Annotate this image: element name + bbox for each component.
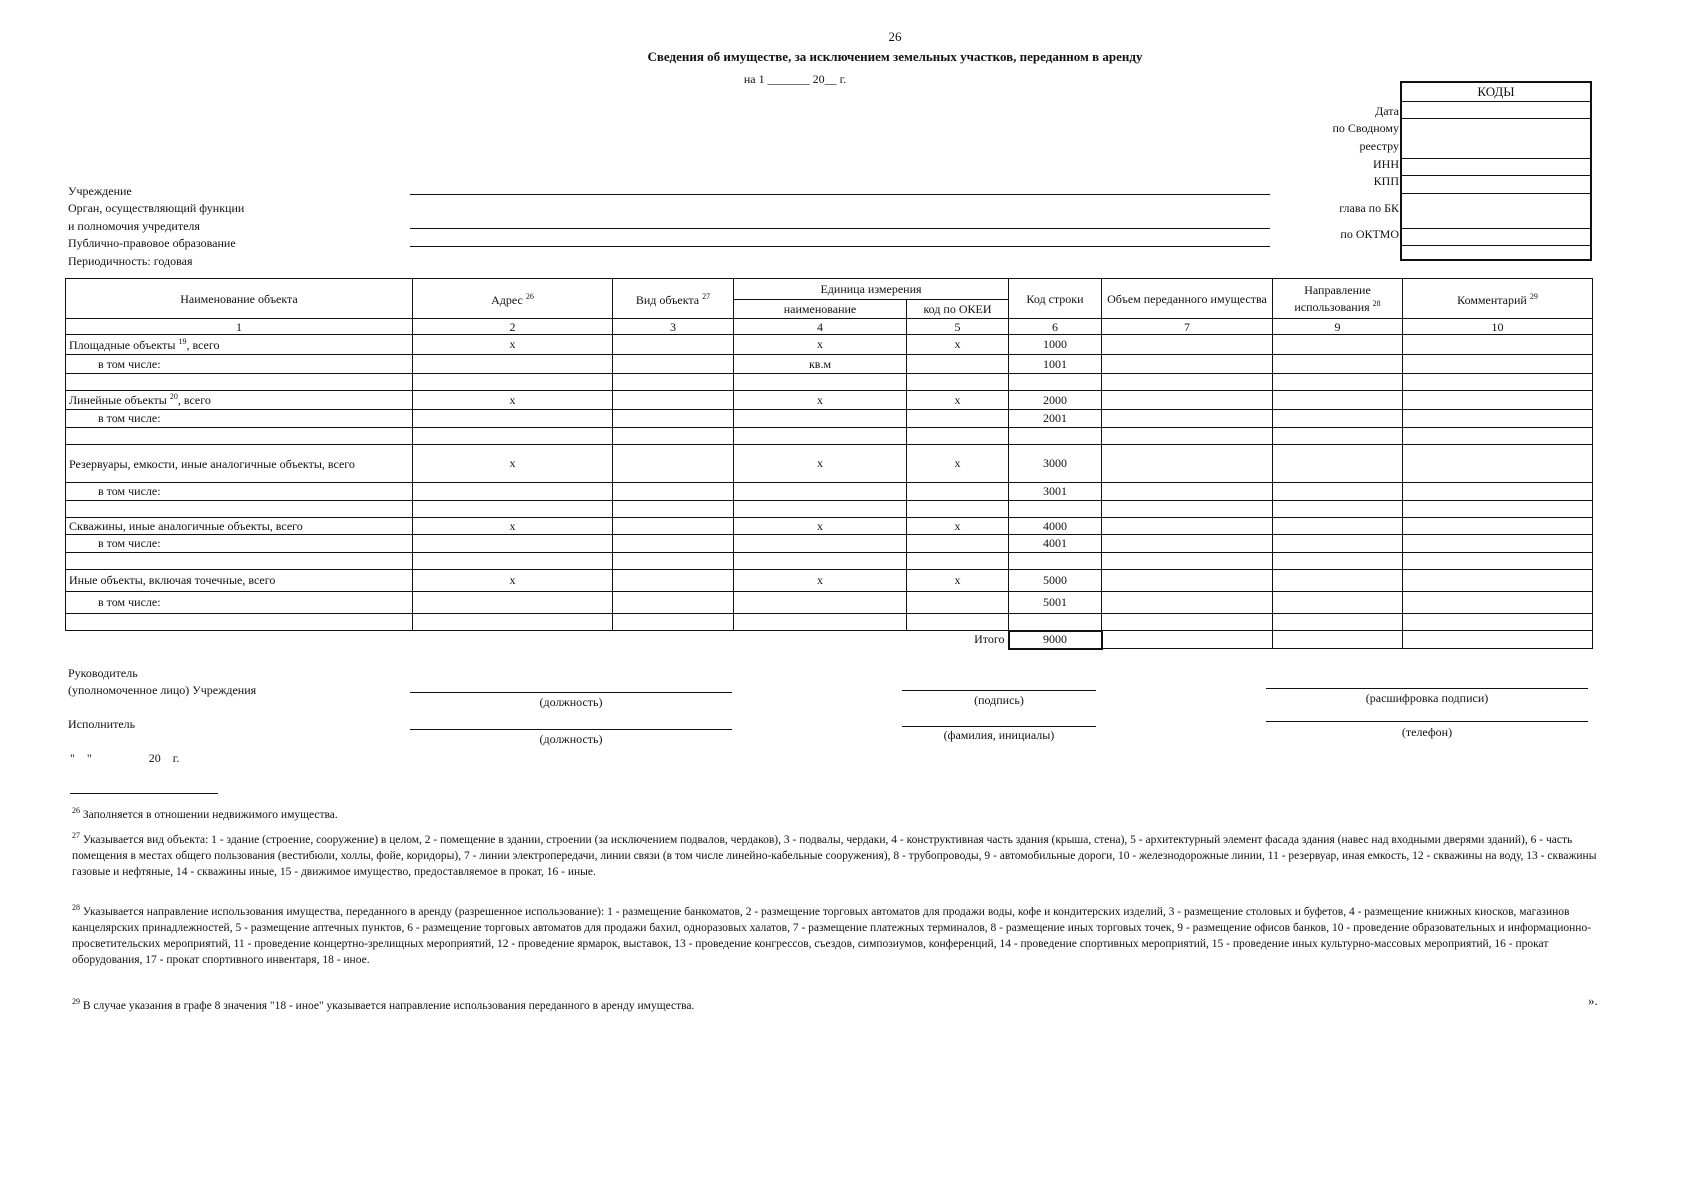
row-unit-name: x	[734, 570, 907, 592]
th-direction: Направление использования $^{28}$	[1273, 279, 1403, 319]
row-direction[interactable]	[1273, 428, 1403, 445]
label-founder-1: Орган, осуществляющий функции	[68, 201, 245, 215]
row-name: Иные объекты, включая точечные, всего	[66, 570, 413, 592]
row-unit-code: x	[907, 570, 1009, 592]
code-label-registry-2: реестру	[1359, 139, 1399, 153]
row-unit-name[interactable]	[734, 410, 907, 428]
row-volume[interactable]	[1102, 410, 1273, 428]
row-comment[interactable]	[1403, 445, 1593, 483]
footnote-separator	[70, 793, 218, 794]
row-code: 5001	[1009, 592, 1102, 614]
row-code: 3000	[1009, 445, 1102, 483]
col-num: 9	[1273, 319, 1403, 335]
table-row	[66, 483, 1593, 501]
row-unit-code: x	[907, 445, 1009, 483]
code-label-registry-1: по Сводному	[1332, 121, 1399, 135]
caption-decoding: (расшифровка подписи)	[1365, 691, 1489, 705]
row-unit-name[interactable]	[734, 428, 907, 445]
col-num: 7	[1102, 319, 1273, 335]
row-code: 2000	[1009, 391, 1102, 410]
row-type[interactable]	[613, 391, 734, 410]
head-decoding-field[interactable]	[1266, 688, 1588, 689]
row-direction[interactable]	[1273, 614, 1403, 631]
row-direction[interactable]	[1273, 483, 1403, 501]
table-header-row	[66, 279, 1593, 300]
row-direction[interactable]	[1273, 445, 1403, 483]
page-title: Сведения об имуществе, за исключением земельных участков, переданном в аренду	[647, 49, 1143, 64]
row-unit-name[interactable]	[734, 592, 907, 614]
code-cell-bk[interactable]	[1402, 194, 1590, 229]
row-direction[interactable]	[1273, 335, 1403, 355]
row-unit-name[interactable]	[734, 535, 907, 553]
row-address: x	[413, 335, 613, 355]
table-row	[66, 445, 1593, 483]
row-volume[interactable]	[1102, 518, 1273, 535]
col-num: 6	[1009, 319, 1102, 335]
row-address[interactable]	[413, 428, 613, 445]
row-type[interactable]	[613, 355, 734, 374]
code-label-oktmo: по ОКТМО	[1340, 227, 1399, 241]
row-direction[interactable]	[1273, 501, 1403, 518]
row-comment[interactable]	[1403, 355, 1593, 374]
row-comment[interactable]	[1403, 335, 1593, 355]
head-position-field[interactable]	[410, 692, 732, 693]
row-volume[interactable]	[1102, 614, 1273, 631]
label-public-entity: Публично-правовое образование	[68, 236, 236, 250]
table-row	[66, 410, 1593, 428]
row-unit-name[interactable]	[734, 501, 907, 518]
row-type[interactable]	[613, 501, 734, 518]
row-comment[interactable]	[1403, 614, 1593, 631]
row-unit-name: x	[734, 445, 907, 483]
row-unit-code[interactable]	[907, 553, 1009, 570]
footnote-29: $^{29}$ В случае указания в графе 8 значения "18 - иное" указывается направление использования переданного в аренду имущества.	[72, 997, 695, 1012]
row-comment[interactable]	[1403, 535, 1593, 553]
row-code: 2001	[1009, 410, 1102, 428]
row-comment[interactable]	[1403, 428, 1593, 445]
col-num: 3	[613, 319, 734, 335]
row-unit-code[interactable]	[907, 410, 1009, 428]
row-address[interactable]	[413, 355, 613, 374]
code-label-inn: ИНН	[1373, 157, 1399, 171]
executor-label: Исполнитель	[68, 717, 136, 731]
th-address: Адрес $^{26}$	[413, 279, 613, 319]
row-direction[interactable]	[1273, 518, 1403, 535]
row-unit-code[interactable]	[907, 614, 1009, 631]
executor-phone-field[interactable]	[1266, 721, 1588, 722]
column-number-row	[66, 319, 1593, 335]
row-volume[interactable]	[1102, 535, 1273, 553]
row-volume[interactable]	[1102, 374, 1273, 391]
table-row	[66, 570, 1593, 592]
caption-fio: (фамилия, инициалы)	[943, 728, 1055, 742]
caption-position: (должность)	[539, 695, 603, 709]
row-direction[interactable]	[1273, 410, 1403, 428]
row-name: Резервуары, емкости, иные аналогичные объекты, всего	[66, 445, 413, 483]
row-type[interactable]	[613, 335, 734, 355]
row-direction[interactable]	[1273, 535, 1403, 553]
row-address[interactable]	[413, 483, 613, 501]
row-direction[interactable]	[1273, 570, 1403, 592]
row-volume[interactable]	[1102, 445, 1273, 483]
table-row-empty	[66, 553, 1593, 570]
row-volume[interactable]	[1102, 501, 1273, 518]
footnote-28: $^{28}$ Указывается направление использования имущества, переданного в аренду (разрешенное использование): 1 - размещение банкоматов, 2 - размещение торговых автоматов для продажи воды, кофе и кондитерских изделий, 3 - размещение столовых и буфетов, 4 - размещение книжных киосков, магазинов канцелярских принадлежностей, 5 - размещение аптечных пунктов, 6 - размещение торговых автоматов для продажи бахил, одноразовых халатов, 7 - размещение платежных терминалов, 8 - размещение иных торговых точек, 9 - размещение офисов банков, 10 - проведение образовательных и информационно-просветительских мероприятий, 11 - проведение концертно-зрелищных мероприятий, 12 - проведение ярмарок, выставок, 13 - проведение конгрессов, съездов, симпозиумов, конференций, 14 - проведение спортивных мероприятий, 15 - проведение иных культурно-массовых мероприятий, 16 - прокат оборудования, 17 - прокат спортивного инвентаря, 18 - иное.	[72, 903, 1592, 966]
row-name: в том числе:	[66, 410, 413, 428]
th-comment: Комментарий $^{29}$	[1403, 279, 1593, 319]
th-type: Вид объекта $^{27}$	[613, 279, 734, 319]
row-direction[interactable]	[1273, 553, 1403, 570]
row-code: 3001	[1009, 483, 1102, 501]
col-num: 5	[907, 319, 1009, 335]
row-type[interactable]	[613, 518, 734, 535]
row-address[interactable]	[413, 501, 613, 518]
row-volume[interactable]	[1102, 592, 1273, 614]
row-name: в том числе:	[66, 535, 413, 553]
row-code: 4001	[1009, 535, 1102, 553]
row-unit-name[interactable]	[734, 483, 907, 501]
row-code: 1001	[1009, 355, 1102, 374]
row-unit-code[interactable]	[907, 374, 1009, 391]
label-periodicity: Периодичность: годовая	[68, 254, 193, 268]
property-table	[65, 278, 1593, 650]
row-volume[interactable]	[1102, 355, 1273, 374]
row-type[interactable]	[613, 483, 734, 501]
row-comment[interactable]	[1403, 570, 1593, 592]
row-unit-name: кв.м	[734, 355, 907, 374]
th-name: Наименование объекта	[66, 279, 413, 319]
head-label-2: (уполномоченное лицо) Учреждения	[68, 683, 257, 697]
th-volume: Объем переданного имущества	[1102, 279, 1273, 319]
table-row	[66, 391, 1593, 410]
row-unit-code: x	[907, 518, 1009, 535]
row-type[interactable]	[613, 570, 734, 592]
row-code: 4000	[1009, 518, 1102, 535]
page-number: 26	[888, 29, 902, 44]
row-name: Скважины, иные аналогичные объекты, всего	[66, 518, 413, 535]
row-type[interactable]	[613, 410, 734, 428]
col-num: 2	[413, 319, 613, 335]
code-label-bk: глава по БК	[1339, 201, 1399, 215]
closing-quote: ».	[1588, 993, 1598, 1008]
row-direction[interactable]	[1273, 391, 1403, 410]
row-direction[interactable]	[1273, 374, 1403, 391]
row-address[interactable]	[413, 592, 613, 614]
row-unit-code[interactable]	[907, 535, 1009, 553]
row-unit-code: x	[907, 391, 1009, 410]
table-row	[66, 592, 1593, 614]
row-unit-name: x	[734, 335, 907, 355]
row-address[interactable]	[413, 374, 613, 391]
row-name: в том числе:	[66, 355, 413, 374]
code-cell-date[interactable]	[1402, 101, 1590, 119]
head-signature-field[interactable]	[902, 690, 1096, 691]
row-unit-name: x	[734, 518, 907, 535]
row-volume[interactable]	[1102, 335, 1273, 355]
total-row	[66, 631, 1593, 649]
founder-field[interactable]	[410, 228, 1270, 229]
public-entity-field[interactable]	[410, 246, 1270, 247]
row-name: в том числе:	[66, 592, 413, 614]
code-label-kpp: КПП	[1373, 174, 1399, 188]
caption-phone: (телефон)	[1401, 725, 1453, 739]
label-founder-2: и полномочия учредителя	[68, 219, 200, 233]
row-comment[interactable]	[1403, 553, 1593, 570]
row-unit-code[interactable]	[907, 592, 1009, 614]
row-address[interactable]	[413, 535, 613, 553]
head-label-1: Руководитель	[68, 666, 138, 680]
row-name: в том числе:	[66, 483, 413, 501]
row-volume[interactable]	[1102, 428, 1273, 445]
codes-box	[1400, 81, 1592, 261]
table-row-empty	[66, 428, 1593, 445]
row-volume[interactable]	[1102, 391, 1273, 410]
row-address: x	[413, 570, 613, 592]
row-code: 5000	[1009, 570, 1102, 592]
table-row-empty	[66, 614, 1593, 631]
footnote-27: $^{27}$ Указывается вид объекта: 1 - здание (строение, сооружение) в целом, 2 - помещение в здании, строении (за исключением подвалов, чердаков), 3 - подвалы, чердаки, 4 - конструктивная часть здания (крыша, стена), 5 - архитектурный элемент фасада здания (навес над входными дверями зданий), 6 - часть помещения в местах общего пользования (вестибюли, холлы, фойе, коридоры), 7 - линии электропередачи, линии связи (в том числе линейно-кабельные сооружения), 8 - трубопроводы, 9 - автомобильные дороги, 10 - железнодорожные линии, 11 - резервуар, иная емкость, 12 - скважины на воду, 13 - скважины газовые и нефтяные, 14 - скважины иные, 15 - движимое имущество, предоставляемое в прокат, 16 - иные.	[72, 831, 1597, 878]
total-volume[interactable]	[1102, 631, 1273, 649]
row-address[interactable]	[413, 614, 613, 631]
col-num: 1	[66, 319, 413, 335]
codes-header: КОДЫ	[1402, 83, 1590, 102]
caption-position-2: (должность)	[539, 732, 603, 746]
row-comment[interactable]	[1403, 374, 1593, 391]
row-unit-code: x	[907, 335, 1009, 355]
row-volume[interactable]	[1102, 553, 1273, 570]
row-volume[interactable]	[1102, 483, 1273, 501]
th-row-code: Код строки	[1009, 279, 1102, 319]
col-num: 10	[1403, 319, 1593, 335]
row-address: x	[413, 518, 613, 535]
row-unit-name[interactable]	[734, 553, 907, 570]
row-address: x	[413, 391, 613, 410]
row-address[interactable]	[413, 553, 613, 570]
code-cell-inn[interactable]	[1402, 159, 1590, 176]
row-unit-name: x	[734, 391, 907, 410]
th-unit-name: наименование	[734, 300, 907, 319]
table-row-empty	[66, 501, 1593, 518]
col-num: 4	[734, 319, 907, 335]
row-unit-code[interactable]	[907, 483, 1009, 501]
row-unit-name[interactable]	[734, 374, 907, 391]
report-date: на 1 _______ 20__ г.	[743, 72, 847, 86]
footnote-26: $^{26}$ Заполняется в отношении недвижимого имущества.	[72, 806, 338, 821]
row-volume[interactable]	[1102, 570, 1273, 592]
code-cell-registry[interactable]	[1402, 119, 1590, 159]
row-type[interactable]	[613, 445, 734, 483]
row-unit-code[interactable]	[907, 501, 1009, 518]
institution-field[interactable]	[410, 194, 1270, 195]
th-unit-code: код по ОКЕИ	[907, 300, 1009, 319]
table-row	[66, 335, 1593, 355]
total-code: 9000	[1009, 631, 1102, 649]
table-row-empty	[66, 374, 1593, 391]
signature-date: " " 20 г.	[70, 751, 180, 765]
row-type[interactable]	[613, 592, 734, 614]
row-unit-name[interactable]	[734, 614, 907, 631]
row-type[interactable]	[613, 374, 734, 391]
row-unit-code[interactable]	[907, 428, 1009, 445]
row-unit-code[interactable]	[907, 355, 1009, 374]
total-comment[interactable]	[1403, 631, 1593, 649]
table-row	[66, 355, 1593, 374]
total-direction[interactable]	[1273, 631, 1403, 649]
table-row	[66, 535, 1593, 553]
row-name: Площадные объекты $^{19}$, всего	[66, 335, 413, 355]
executor-fio-field[interactable]	[902, 726, 1096, 727]
row-address: x	[413, 445, 613, 483]
executor-position-field[interactable]	[410, 729, 732, 730]
code-cell-oktmo[interactable]	[1402, 229, 1590, 246]
code-label-date: Дата	[1375, 104, 1399, 118]
row-name: Линейные объекты $^{20}$, всего	[66, 391, 413, 410]
row-comment[interactable]	[1403, 592, 1593, 614]
row-code: 1000	[1009, 335, 1102, 355]
row-type[interactable]	[613, 428, 734, 445]
row-type[interactable]	[613, 614, 734, 631]
total-label: Итого	[66, 631, 1009, 649]
row-direction[interactable]	[1273, 592, 1403, 614]
row-address[interactable]	[413, 410, 613, 428]
label-institution: Учреждение	[68, 184, 132, 198]
caption-signature: (подпись)	[974, 693, 1024, 707]
table-row	[66, 518, 1593, 535]
th-unit: Единица измерения	[734, 279, 1009, 300]
row-type[interactable]	[613, 535, 734, 553]
row-comment[interactable]	[1403, 518, 1593, 535]
row-comment[interactable]	[1403, 410, 1593, 428]
row-type[interactable]	[613, 553, 734, 570]
code-cell-kpp[interactable]	[1402, 176, 1590, 194]
row-comment[interactable]	[1403, 501, 1593, 518]
row-comment[interactable]	[1403, 391, 1593, 410]
row-comment[interactable]	[1403, 483, 1593, 501]
row-direction[interactable]	[1273, 355, 1403, 374]
